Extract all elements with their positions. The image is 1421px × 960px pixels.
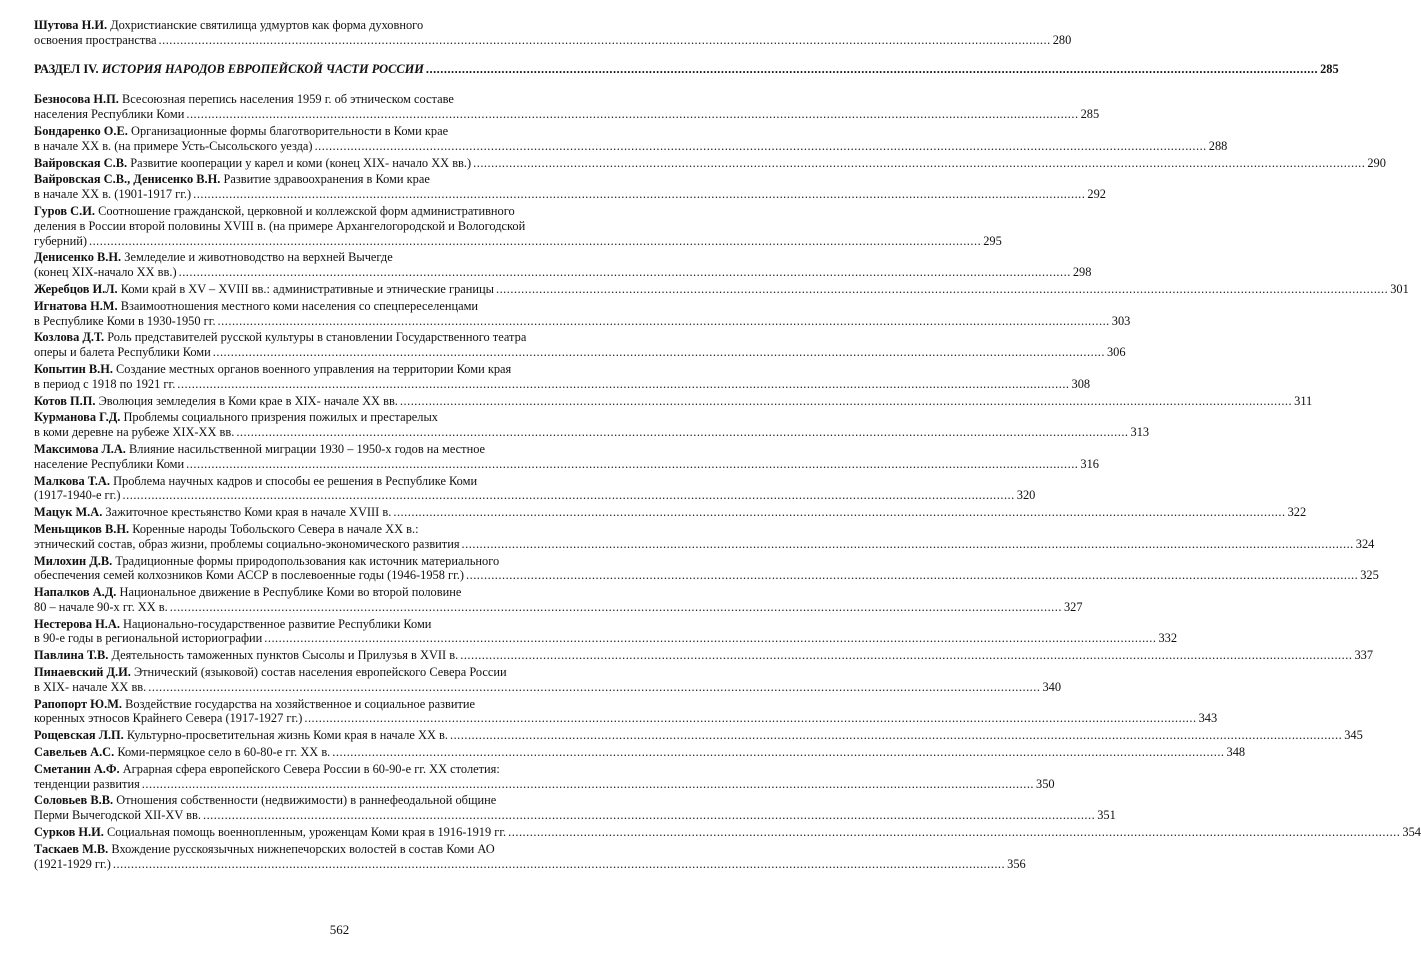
section-page: 285 [1320, 61, 1339, 76]
toc-entry-line [34, 393, 1313, 409]
entry-page: 340 [1042, 679, 1062, 694]
toc-entry-line [34, 138, 1228, 154]
toc-entry-line [34, 456, 1099, 472]
toc-entry-line [34, 265, 1092, 280]
entry-page: 327 [1063, 599, 1083, 614]
entry-title-line: Взаимоотношения местного коми населения со спецпереселенцами [120, 298, 479, 313]
entry-title-line: Соотношение гражданской, церковной и коллежской форм административного [98, 203, 515, 218]
toc-entry-line [34, 330, 652, 345]
toc-entry [34, 585, 1083, 615]
entry-page: 350 [1036, 776, 1055, 791]
entry-page: 320 [1016, 488, 1036, 503]
dot-leader [400, 394, 1292, 409]
toc-entry [34, 665, 1062, 695]
entry-title-line: населения Республики Коми [34, 107, 185, 122]
entry-page: 337 [1354, 648, 1374, 663]
dot-leader [508, 825, 1400, 840]
toc-entry-line [34, 522, 652, 537]
toc-entry-line [34, 313, 1131, 329]
toc-entry [34, 281, 1409, 297]
entry-author: Пинаевский Д.И. [34, 665, 131, 680]
toc-entry [34, 648, 1374, 663]
toc-entry-line [34, 410, 652, 425]
toc-entry [34, 123, 1228, 154]
toc-entry-line [34, 536, 1375, 552]
entry-page: 345 [1344, 728, 1363, 743]
entry-author: Козлова Д.Т. [34, 330, 105, 345]
toc-entry-line [34, 568, 1379, 583]
toc-entry-line [34, 233, 1002, 249]
toc-entry-line [34, 442, 652, 457]
toc-entry-line [34, 825, 1421, 840]
entry-author: Гуров С.И. [34, 203, 95, 218]
entry-page: 288 [1208, 138, 1228, 153]
entry-page: 356 [1007, 856, 1026, 871]
toc-entry [34, 521, 1375, 552]
entry-title-line: в начале ХХ в. (на примере Усть-Сысольского уезда) [34, 138, 313, 153]
entry-page: 311 [1294, 393, 1313, 408]
entry-title-line: Отношения собственности (недвижимости) в раннефеодальной общине [116, 793, 497, 808]
toc-entry-line [34, 345, 1126, 360]
entry-title-line: оперы и балета Республики Коми [34, 345, 211, 360]
toc-entry-line [34, 808, 1116, 823]
entry-page: 303 [1111, 313, 1131, 328]
entry-title-line: население Республики Коми [34, 456, 185, 471]
entry-page: 348 [1226, 745, 1246, 760]
toc-entry [34, 825, 1421, 840]
dot-leader [113, 857, 1005, 872]
toc-entry [34, 616, 1178, 647]
entry-author: Максимова Л.А. [34, 441, 126, 456]
entry-author: Вайровская С.В. [34, 155, 128, 170]
toc-entry [34, 745, 1246, 760]
entry-page: 285 [1080, 107, 1100, 122]
entry-page: 343 [1198, 711, 1218, 726]
dot-leader [304, 711, 1196, 726]
entry-page: 354 [1402, 825, 1421, 840]
entry-author: Соловьев В.В. [34, 793, 114, 808]
entry-page: 308 [1071, 376, 1091, 391]
entry-title-line: коренных этносов Крайнего Севера (1917-1927 гг.) [34, 711, 303, 726]
dot-leader [264, 631, 1156, 646]
toc-entry [34, 696, 1218, 727]
toc-entry [34, 728, 1363, 743]
toc-entry-line [34, 776, 1055, 792]
entry-title-line: Традиционные формы природопользования как источник материального [115, 553, 500, 568]
toc-entry [34, 330, 1126, 360]
entry-page: 325 [1360, 568, 1379, 583]
dot-leader [213, 345, 1105, 360]
entry-page: 292 [1087, 187, 1106, 202]
entry-page: 295 [983, 233, 1002, 248]
dot-leader [89, 234, 981, 249]
dot-leader [462, 537, 1354, 552]
entry-title-line: Земледелие и животноводство на верхней Вычегде [124, 250, 393, 265]
entry-title-line: 80 – начале 90-х гг. ХХ в. [34, 599, 168, 614]
entry-author: Таскаев М.В. [34, 841, 109, 856]
entry-page: 332 [1158, 631, 1178, 646]
toc-entry-line [34, 554, 652, 569]
dot-leader [393, 505, 1285, 520]
toc-entry-line [34, 281, 1409, 297]
entry-title-line: Развитие здравоохранения в Коми крае [223, 172, 430, 187]
entry-title-line: в период с 1918 по 1921 гг. [34, 376, 176, 391]
toc-entry [34, 393, 1313, 409]
dot-leader [186, 457, 1078, 472]
entry-title-line: Аграрная сфера европейского Севера России в 60-90-е гг. ХХ столетия: [122, 761, 500, 776]
entry-author: Павлина Т.В. [34, 648, 109, 663]
dot-leader [218, 314, 1110, 329]
entry-title-line: Проблема научных кадров и способы ее решения в Республике Коми [113, 473, 478, 488]
toc-entry-line [34, 793, 652, 808]
entry-title-line: обеспечения семей колхозников Коми АССР в послевоенные годы (1946-1958 гг.) [34, 568, 465, 583]
entry-author: Безносова Н.П. [34, 92, 119, 107]
entry-title-line: Развитие кооперации у карел и коми (конец XIX- начало ХХ вв.) [130, 155, 472, 170]
entry-title-line: этнический состав, образ жизни, проблемы социально-экономического развития [34, 536, 460, 551]
entry-page: 351 [1097, 808, 1116, 823]
toc-entry-line [34, 155, 1386, 171]
entry-author: Сметанин А.Ф. [34, 761, 120, 776]
toc-entry-line [34, 376, 1091, 392]
dot-leader [466, 568, 1358, 583]
entry-title-line: в Республике Коми в 1930-1950 гг. [34, 313, 216, 328]
entry-title-line: (1917-1940-е гг.) [34, 488, 121, 503]
toc-entry [34, 203, 1002, 248]
entry-title-line: Культурно-просветительная жизнь Коми края в начале ХХ в. [126, 728, 448, 743]
toc-entry [34, 761, 1055, 792]
toc-entry [34, 361, 1091, 392]
entry-title-line: Влияние насильственной миграции 1930 – 1950-х годов на местное [129, 441, 486, 456]
entry-author: Вайровская С.В., Денисенко В.Н. [34, 172, 221, 187]
entry-title-line: Всесоюзная перепись населения 1959 г. об этническом составе [121, 92, 454, 107]
toc-entry [34, 250, 1092, 280]
entry-title-line: Эволюция земледелия в Коми крае в XIX- начале ХХ вв. [98, 393, 398, 408]
toc-entry [34, 172, 1106, 202]
toc-entry-line [34, 599, 1083, 615]
toc-entry-line [34, 124, 652, 139]
toc-entry-line [34, 842, 652, 857]
toc-entry-line [34, 631, 1178, 646]
dot-leader [236, 425, 1128, 440]
toc-entry-line [34, 745, 1246, 760]
entry-page: 324 [1355, 536, 1375, 551]
toc-entry-line [34, 856, 1026, 872]
toc-entry-line [34, 219, 652, 234]
toc-entry [34, 793, 1116, 823]
toc-entry [34, 473, 1036, 504]
entry-author: Сурков Н.И. [34, 825, 104, 840]
dot-leader [177, 377, 1069, 392]
entry-page: 301 [1390, 281, 1409, 296]
table-of-contents [34, 18, 1421, 873]
entry-title-line: Организационные формы благотворительности в Коми крае [131, 123, 449, 138]
toc-entry-line [34, 425, 1150, 440]
entry-author: Котов П.П. [34, 393, 96, 408]
dot-leader [142, 777, 1034, 792]
dot-leader [426, 62, 1318, 77]
toc-entry-line [34, 505, 1307, 520]
entry-title-line: Зажиточное крестьянство Коми края в начале XVIII в. [105, 505, 392, 520]
entry-page: 298 [1072, 265, 1092, 280]
toc-entry-line [34, 617, 652, 632]
entry-title-line: в коми деревне на рубеже XIX-XX вв. [34, 425, 235, 440]
toc-entry [34, 92, 1100, 122]
entry-page: 306 [1106, 345, 1126, 360]
entry-page: 322 [1287, 505, 1307, 520]
toc-entry-line [34, 92, 652, 107]
toc-entry [34, 553, 1379, 584]
entry-title-line: Создание местных органов военного управления на территории Коми края [116, 361, 512, 376]
entry-title-line: Коренные народы Тобольского Севера в начале ХХ в.: [132, 521, 419, 536]
entry-title-line: губерний) [34, 233, 87, 248]
dot-leader [315, 139, 1207, 154]
dot-leader [450, 728, 1342, 743]
entry-page: 313 [1130, 425, 1150, 440]
toc-entry-line [34, 488, 1036, 503]
dot-leader [496, 282, 1388, 297]
entry-title-line: Национальное движение в Республике Коми во второй половине [119, 585, 462, 600]
dot-leader [159, 33, 1051, 48]
entry-author: Савельев А.С. [34, 745, 115, 760]
entry-title-line: Вхождение русскоязычных нижнепечорских волостей в состав Коми АО [111, 841, 495, 856]
section-prefix: РАЗДЕЛ IV. [34, 61, 99, 76]
entry-author: Копытин В.Н. [34, 361, 113, 376]
toc-entry [34, 298, 1131, 329]
entry-title-line: тенденции развития [34, 776, 140, 791]
dot-leader [148, 680, 1040, 695]
entry-author: Меньщиков В.Н. [34, 521, 130, 536]
entry-title-line: Социальная помощь военнопленным, уроженцам Коми края в 1916-1919 гг. [106, 825, 507, 840]
toc-entry [34, 505, 1307, 520]
entry-title-line: Перми Вычегодской XII-XV вв. [34, 808, 201, 823]
entry-author: Денисенко В.Н. [34, 250, 122, 265]
entry-title-line: Коми-пермяцкое село в 60-80-е гг. ХХ в. [117, 745, 331, 760]
toc-entry [34, 155, 1386, 171]
entry-title-line: Коми край в XV – XVIII вв.: административные и этнические границы [120, 281, 494, 296]
entry-page: 316 [1080, 456, 1099, 471]
toc-entry-line [34, 172, 652, 187]
page-number: 562 [329, 922, 350, 937]
toc-entries-before-section [34, 18, 1072, 48]
entry-title-line: Роль представителей русской культуры в становлении Государственного театра [107, 330, 527, 345]
toc-entry-line [34, 107, 1100, 122]
entry-page: 290 [1367, 155, 1386, 170]
entry-title-line: (1921-1929 гг.) [34, 856, 111, 871]
dot-leader [203, 808, 1095, 823]
toc-entry [34, 18, 1072, 48]
entry-title-line: в 90-е годы в региональной историографии [34, 631, 263, 646]
toc-entry-line [34, 728, 1363, 743]
entry-title-line: освоения пространства [34, 32, 157, 47]
dot-leader [332, 745, 1224, 760]
toc-entry-line [34, 474, 652, 489]
entry-title-line: деления в России второй половины XVIII в. (на примере Архангелогородской и Вологодской [34, 218, 526, 233]
toc-entry-line [34, 32, 1072, 48]
entry-title-line: (конец XIX-начало ХХ вв.) [34, 265, 177, 280]
entry-author: Шутова Н.И. [34, 18, 108, 32]
entry-author: Жеребцов И.Л. [34, 281, 118, 296]
entry-author: Курманова Г.Д. [34, 410, 121, 425]
toc-entry-line [34, 697, 652, 712]
section-heading [34, 61, 1339, 77]
entry-author: Нестерова Н.А. [34, 616, 120, 631]
entry-title-line: в XIX- начале ХХ вв. [34, 679, 147, 694]
toc-entry-line [34, 648, 1374, 663]
toc-entry-line [34, 665, 652, 680]
toc-entry-line [34, 585, 652, 600]
entry-title-line: Деятельность таможенных пунктов Сысолы и Прилузья в XVII в. [111, 648, 459, 663]
entry-title-line: Воздействие государства на хозяйственное и социальное развитие [125, 696, 476, 711]
entry-author: Малкова Т.А. [34, 473, 110, 488]
toc-entry-line [34, 362, 652, 377]
entry-title-line: Проблемы социального призрения пожилых и престарелых [123, 410, 438, 425]
entry-author: Напалков А.Д. [34, 585, 117, 600]
dot-leader [186, 107, 1078, 122]
toc-entry-line [34, 679, 1062, 695]
entry-author: Рощевская Л.П. [34, 728, 124, 743]
toc-entry-line [34, 762, 652, 777]
dot-leader [170, 600, 1062, 615]
dot-leader [123, 488, 1015, 503]
entry-title-line: Национально-государственное развитие Республики Коми [123, 616, 432, 631]
entry-title-line: в начале ХХ в. (1901-1917 гг.) [34, 187, 192, 202]
toc-entry [34, 410, 1150, 440]
entry-author: Мацук М.А. [34, 505, 103, 520]
dot-leader [460, 648, 1352, 663]
toc-entry [34, 841, 1026, 872]
toc-entry-line [34, 18, 652, 33]
entry-author: Игнатова Н.М. [34, 298, 118, 313]
toc-entries-section-iv [34, 92, 1421, 871]
toc-entry-line [34, 187, 1106, 202]
toc-entry-line [34, 711, 1218, 726]
entry-page: 280 [1052, 32, 1072, 47]
section-title: ИСТОРИЯ НАРОДОВ ЕВРОПЕЙСКОЙ ЧАСТИ РОССИИ [101, 61, 424, 76]
toc-entry-line [34, 204, 652, 219]
dot-leader [473, 156, 1365, 171]
entry-title-line: Дохристианские святилища удмуртов как форма духовного [110, 18, 424, 32]
dot-leader [193, 187, 1085, 202]
entry-author: Милохин Д.В. [34, 553, 113, 568]
dot-leader [179, 265, 1071, 280]
toc-entry-line [34, 299, 652, 314]
toc-entry [34, 441, 1099, 472]
toc-entry-line [34, 250, 652, 265]
entry-author: Рапопорт Ю.М. [34, 696, 123, 711]
entry-title-line: Этнический (языковой) состав населения европейского Севера России [133, 665, 507, 680]
entry-author: Бондаренко О.Е. [34, 123, 128, 138]
